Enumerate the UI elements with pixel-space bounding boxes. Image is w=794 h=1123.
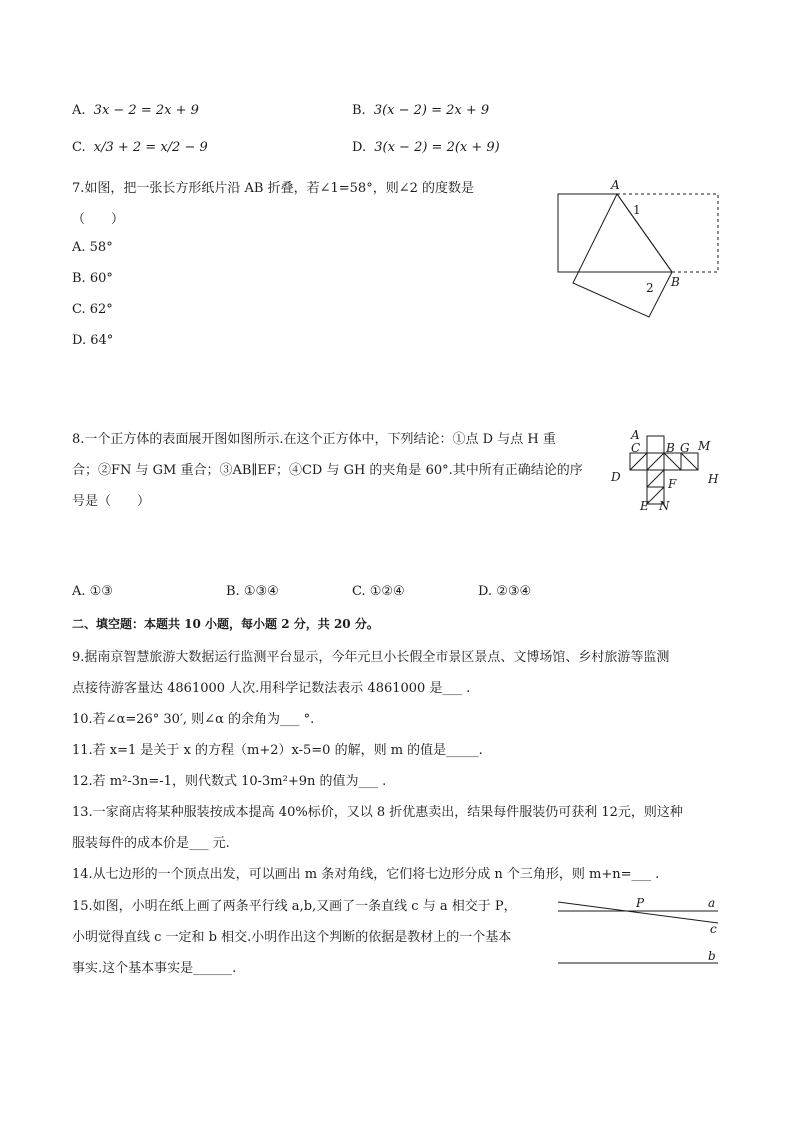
q8-line3: 号是（ ）	[72, 494, 151, 509]
option-letter: C.	[72, 140, 86, 155]
q7-option-d: D. 64°	[72, 333, 114, 348]
equation: x/3 + 2 = x/2 − 9	[93, 140, 208, 155]
line-b-label: b	[708, 949, 716, 963]
q8-option-c: C. ①②④	[352, 584, 405, 599]
q14: 14.从七边形的一个顶点出发，可以画出 m 条对角线，它们将七边形分成 n 个三角形，则 m+n=___ .	[72, 867, 660, 882]
q7-option-a: A. 58°	[72, 240, 113, 255]
q8-option-d: D. ②③④	[478, 584, 532, 599]
q7-option-c: C. 62°	[72, 302, 113, 317]
q8-cube-net-figure	[606, 424, 726, 520]
net-label-e: E	[640, 499, 649, 513]
angle-1-label: 1	[633, 203, 641, 217]
q13-line1: 13.一家商店将某种服装按成本提高 40%标价，又以 8 折优惠卖出，结果每件服装仍可获利 12元，则这种	[72, 805, 683, 820]
angle-2-label: 2	[646, 281, 654, 295]
point-p-label: P	[636, 896, 645, 910]
option-letter: A.	[72, 103, 86, 118]
equation: 3(x − 2) = 2(x + 9)	[374, 140, 500, 155]
q13-line2: 服装每件的成本价是___ 元.	[72, 836, 230, 851]
q6-option-c	[72, 140, 208, 155]
q9-line1: 9.据南京智慧旅游大数据运行监测平台显示，今年元旦小长假全市景区景点、文博场馆、乡村旅游等监测	[72, 650, 670, 665]
q6-option-b	[352, 103, 489, 118]
q7-option-b: B. 60°	[72, 271, 113, 286]
equation: 3x − 2 = 2x + 9	[93, 103, 199, 118]
q7-folded-rectangle-figure	[550, 176, 730, 330]
line-c-label: c	[710, 922, 717, 936]
q6-option-a	[72, 103, 199, 118]
q11: 11.若 x=1 是关于 x 的方程（m+2）x-5=0 的解，则 m 的值是_____.	[72, 743, 483, 758]
q6-option-d	[352, 140, 500, 155]
net-label-n: N	[659, 499, 670, 513]
point-b-label: B	[671, 275, 680, 289]
net-label-b: B	[666, 441, 675, 455]
q15-line3: 事实.这个基本事实是______.	[72, 961, 237, 976]
q8-line1: 8.一个正方体的表面展开图如图所示.在这个正方体中，下列结论：①点 D 与点 H 重	[72, 432, 556, 447]
net-label-f: F	[668, 477, 677, 491]
net-label-m: M	[698, 439, 711, 453]
equation: 3(x − 2) = 2x + 9	[373, 103, 490, 118]
q10: 10.若∠α=26° 30′, 则∠α 的余角为___ °.	[72, 712, 315, 727]
net-label-a: A	[631, 428, 640, 442]
line-a-label: a	[708, 896, 716, 910]
option-letter: B.	[352, 103, 366, 118]
net-label-c: C	[631, 441, 641, 455]
q8-line2: 合；②FN 与 GM 重合；③AB∥EF；④CD 与 GH 的夹角是 60°.其中所有正确结论的序	[72, 463, 583, 478]
q15-line1: 15.如图，小明在纸上画了两条平行线 a,b,又画了一条直线 c 与 a 相交于 P，	[72, 899, 517, 914]
q9-line2: 点接待游客量达 4861000 人次.用科学记数法表示 4861000 是___ .	[72, 681, 471, 696]
q8-option-a: A. ①③	[72, 584, 113, 599]
q15-parallel-lines-figure	[552, 890, 732, 974]
net-label-d: D	[611, 470, 621, 484]
q8-option-b: B. ①③④	[226, 584, 279, 599]
q7-stem: 7.如图，把一张长方形纸片沿 AB 折叠，若∠1=58°，则∠2 的度数是	[72, 181, 475, 196]
net-label-h: H	[708, 472, 719, 486]
option-letter: D.	[352, 140, 367, 155]
q7-paren: （ ）	[72, 212, 125, 227]
q12: 12.若 m²-3n=-1，则代数式 10-3m²+9n 的值为___ .	[72, 774, 387, 789]
net-label-g: G	[680, 441, 690, 455]
section-2-heading: 二、填空题：本题共 10 小题，每小题 2 分，共 20 分。	[72, 617, 379, 631]
q15-line2: 小明觉得直线 c 一定和 b 相交.小明作出这个判断的依据是教材上的一个基本	[72, 930, 512, 945]
point-a-label: A	[611, 178, 620, 192]
